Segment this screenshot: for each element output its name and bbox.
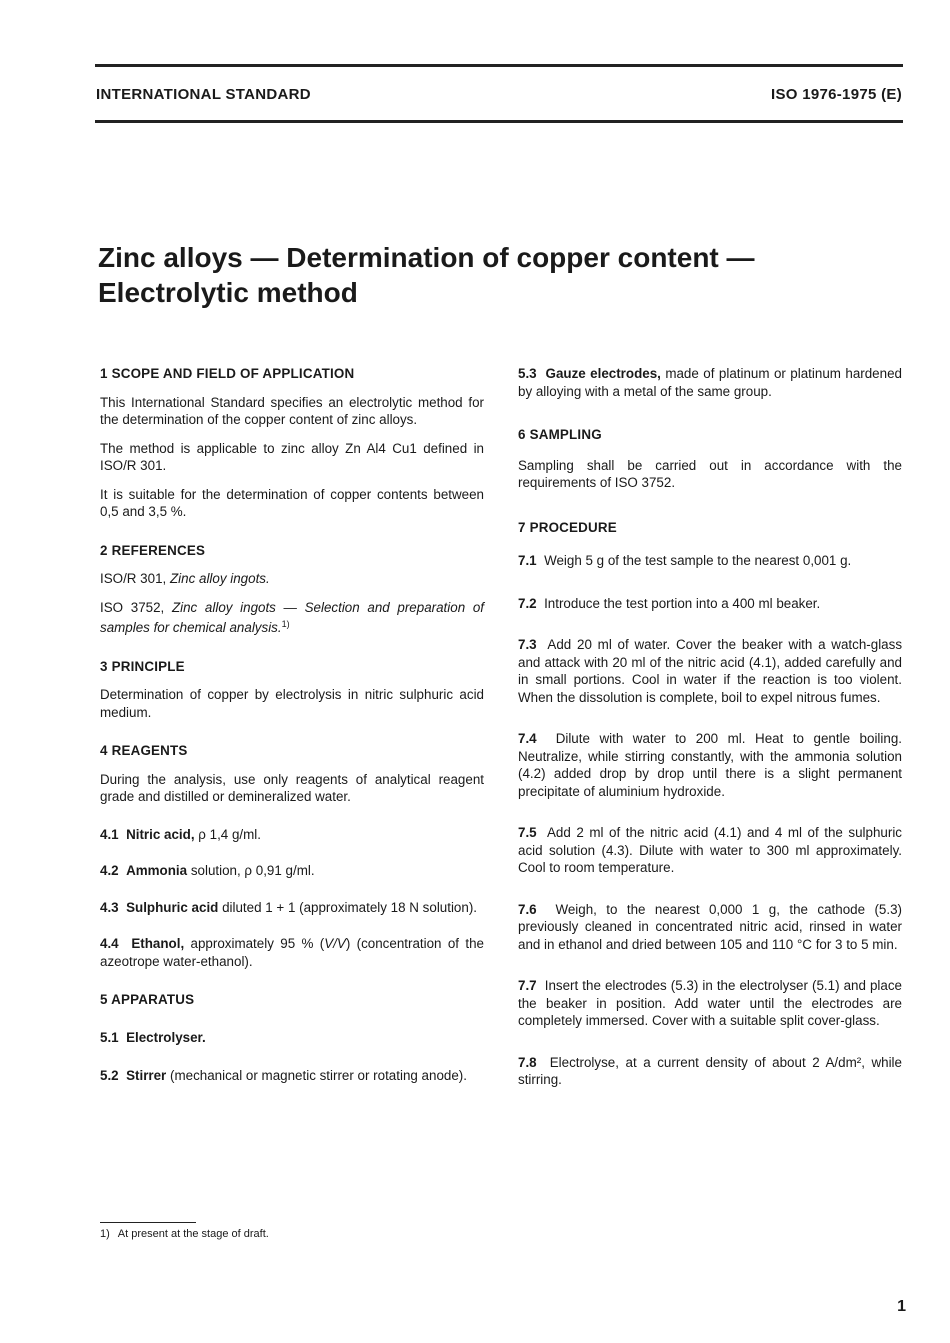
step-number: 7.2 bbox=[518, 595, 537, 611]
procedure-step bbox=[518, 1054, 902, 1089]
procedure-step bbox=[518, 824, 902, 877]
procedure-step bbox=[518, 552, 902, 570]
reference-item bbox=[100, 599, 484, 637]
sampling-paragraph: Sampling shall be carried out in accordance with the requirements of ISO 3752. bbox=[518, 457, 902, 490]
section-heading-principle: 3 PRINCIPLE bbox=[100, 658, 185, 674]
scope-paragraph: The method is applicable to zinc alloy Zn Al4 Cu1 defined in ISO/R 301. bbox=[100, 440, 484, 473]
footnote-text: At present at the stage of draft. bbox=[117, 1228, 269, 1240]
reference-item bbox=[100, 570, 484, 588]
apparatus-item bbox=[100, 1029, 484, 1047]
apparatus-item bbox=[518, 365, 902, 400]
item-name: Ethanol, bbox=[131, 936, 185, 951]
section-heading-scope: 1 SCOPE AND FIELD OF APPLICATION bbox=[100, 366, 355, 381]
reference-title: Zinc alloy ingots — Selection and preparation of samples for chemical analysis. bbox=[100, 599, 484, 635]
item-text: ρ 1,4 g/ml. bbox=[198, 826, 261, 842]
header-bottom-rule bbox=[95, 120, 903, 123]
reagent-item bbox=[100, 862, 484, 880]
item-name: Sulphuric acid bbox=[126, 899, 219, 915]
item-number: 5.2 bbox=[100, 1068, 119, 1083]
item-text: ) (concentration of the azeotrope water-ethanol). bbox=[100, 936, 484, 969]
procedure-step bbox=[518, 730, 902, 800]
right-column bbox=[518, 365, 902, 1089]
scope-paragraph: It is suitable for the determination of copper contents between 0,5 and 3,5 %. bbox=[100, 486, 484, 519]
step-text: Dilute with water to 200 ml. Heat to gentle boiling. Neutralize, while stirring constantly, with the ammonia solution (4.2) added drop by drop until there is a slight permanent precipitate of aluminium hydroxide. bbox=[518, 731, 902, 799]
reference-code: ISO/R 301, bbox=[100, 571, 167, 586]
section-heading-reagents: 4 REAGENTS bbox=[100, 743, 188, 758]
procedure-step bbox=[518, 636, 902, 706]
item-text: (mechanical or magnetic stirrer or rotating anode). bbox=[170, 1068, 467, 1083]
item-number: 4.1 bbox=[100, 826, 119, 842]
footnote bbox=[100, 1228, 269, 1240]
document-title bbox=[98, 240, 858, 310]
section-heading-procedure: 7 PROCEDURE bbox=[518, 519, 617, 535]
footnote-marker: 1) bbox=[100, 1228, 110, 1240]
section-heading-sampling: 6 SAMPLING bbox=[518, 427, 602, 442]
step-number: 7.3 bbox=[518, 637, 537, 652]
step-text: Weigh, to the nearest 0,000 1 g, the cathode (5.3) previously cleaned in concentrated nitric acid, rinsed in water and in ethanol and dried between 105 and 110 °C for 3 to 5 min. bbox=[518, 901, 902, 952]
item-number: 4.2 bbox=[100, 863, 119, 878]
reference-title: Zinc alloy ingots. bbox=[169, 571, 270, 586]
item-text-italic: V/V bbox=[324, 936, 346, 951]
title-line-2: Electrolytic method bbox=[98, 277, 358, 308]
principle-paragraph: Determination of copper by electrolysis in nitric sulphuric acid medium. bbox=[100, 687, 484, 720]
reagent-item bbox=[100, 935, 484, 970]
footnote-marker: 1) bbox=[281, 619, 290, 629]
item-name: Stirrer bbox=[126, 1068, 167, 1083]
scope-paragraph: This International Standard specifies an electrolytic method for the determination of the copper content of zinc alloys. bbox=[100, 394, 484, 427]
apparatus-item bbox=[100, 1067, 484, 1085]
item-number: 4.3 bbox=[100, 899, 119, 915]
item-number: 5.1 bbox=[100, 1029, 119, 1045]
item-text: solution, ρ 0,91 g/ml. bbox=[190, 863, 315, 878]
step-text: Electrolyse, at a current density of about 2 A/dm², while stirring. bbox=[518, 1054, 902, 1087]
item-text: diluted 1 + 1 (approximately 18 N solution). bbox=[222, 899, 478, 915]
step-text: Introduce the test portion into a 400 ml beaker. bbox=[544, 595, 821, 611]
step-number: 7.5 bbox=[518, 825, 537, 840]
step-text: Add 20 ml of water. Cover the beaker with a watch-glass and attack with 20 ml of the nitric acid (4.1), added carefully and in small portions. Cool in water if the reaction is too violent. When the dissolution is complete, boil to expel nitrous fumes. bbox=[518, 637, 903, 705]
step-number: 7.1 bbox=[518, 553, 537, 568]
item-name: Nitric acid, bbox=[126, 826, 195, 842]
page-number: 1 bbox=[897, 1298, 906, 1315]
left-column bbox=[100, 365, 484, 1085]
item-name: Gauze electrodes, bbox=[545, 366, 661, 381]
item-number: 4.4 bbox=[100, 936, 119, 951]
procedure-step bbox=[518, 595, 902, 613]
reference-code: ISO 3752, bbox=[100, 599, 165, 615]
document-type: INTERNATIONAL STANDARD bbox=[96, 86, 311, 103]
step-number: 7.6 bbox=[518, 901, 537, 917]
item-name: Ammonia bbox=[126, 863, 188, 878]
step-number: 7.7 bbox=[518, 978, 537, 993]
title-line-1: Zinc alloys — Determination of copper content — bbox=[98, 242, 755, 273]
reagents-intro: During the analysis, use only reagents of analytical reagent grade and distilled or demineralized water. bbox=[100, 771, 484, 804]
procedure-step bbox=[518, 977, 902, 1030]
header-top-rule bbox=[95, 64, 903, 67]
item-name: Electrolyser. bbox=[126, 1029, 206, 1045]
item-text: made of platinum or platinum hardened by alloying with a metal of the same group. bbox=[518, 366, 902, 399]
reagent-item bbox=[100, 899, 484, 917]
procedure-step bbox=[518, 901, 902, 954]
step-number: 7.8 bbox=[518, 1054, 537, 1070]
item-text: approximately 95 % ( bbox=[190, 936, 325, 951]
standard-number: ISO 1976-1975 (E) bbox=[770, 86, 902, 103]
step-number: 7.4 bbox=[518, 731, 537, 746]
section-heading-apparatus: 5 APPARATUS bbox=[100, 992, 195, 1007]
section-heading-references: 2 REFERENCES bbox=[100, 542, 206, 558]
step-text: Add 2 ml of the nitric acid (4.1) and 4 ml of the sulphuric acid solution (4.3). Dilute with water to 300 ml approximately. Cool to room temperature. bbox=[518, 825, 903, 875]
footnote-rule bbox=[100, 1222, 196, 1223]
item-number: 5.3 bbox=[518, 366, 537, 381]
step-text: Insert the electrodes (5.3) in the electrolyser (5.1) and place the beaker in position. Add water until the electrodes are completely immersed. Cover with a suitable split cover-glass. bbox=[518, 978, 902, 1028]
step-text: Weigh 5 g of the test sample to the nearest 0,001 g. bbox=[544, 553, 852, 568]
reagent-item bbox=[100, 826, 484, 844]
